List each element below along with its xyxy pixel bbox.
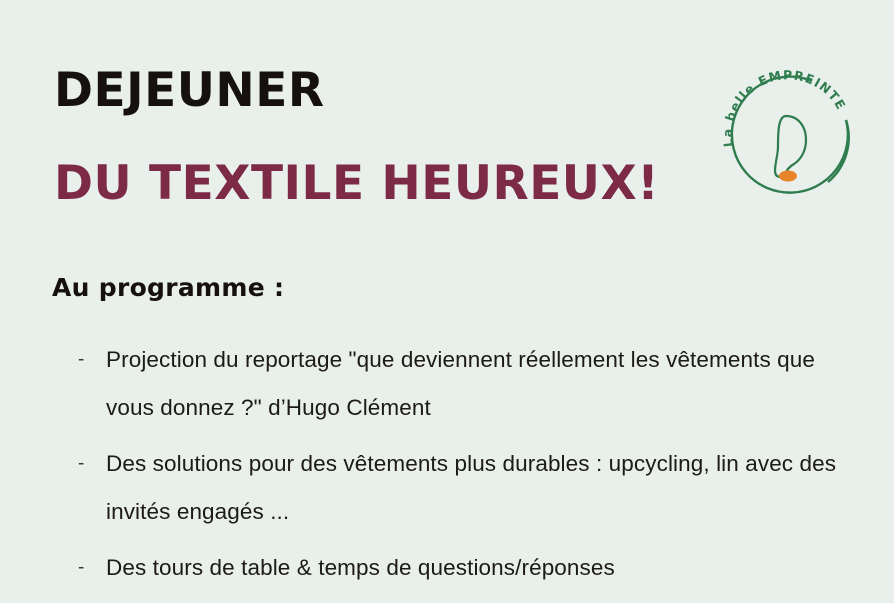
bullet-dash-icon: -	[78, 453, 85, 474]
footprint-icon	[775, 116, 806, 182]
program-subtitle: Au programme :	[52, 273, 285, 302]
list-item	[78, 544, 858, 592]
page-title-line2	[54, 156, 660, 212]
title-block	[54, 63, 660, 212]
bullet-dash-icon: -	[78, 349, 85, 370]
page-title-line1: DEJEUNER	[54, 63, 325, 118]
list-item	[78, 440, 858, 536]
la-belle-empreinte-logo	[720, 64, 860, 204]
page-title-line2-text: DU TEXTILE HEUREUX	[54, 156, 638, 212]
list-item-label: Des solutions pour des vêtements plus durables : upcycling, lin avec des invités engagés ...	[106, 451, 837, 524]
page-title-exclamation: !	[637, 156, 660, 212]
list-item	[78, 336, 858, 432]
list-item-label: Des tours de table & temps de questions/réponses	[106, 555, 615, 580]
program-bullet-list	[78, 336, 858, 600]
bullet-dash-icon: -	[78, 557, 85, 578]
list-item-label: Projection du reportage "que deviennent réellement les vêtements que vous donnez ?" d’Hugo Clément	[106, 347, 815, 420]
svg-text:La belle EMPREINTE: La belle EMPREINTE	[720, 67, 850, 148]
